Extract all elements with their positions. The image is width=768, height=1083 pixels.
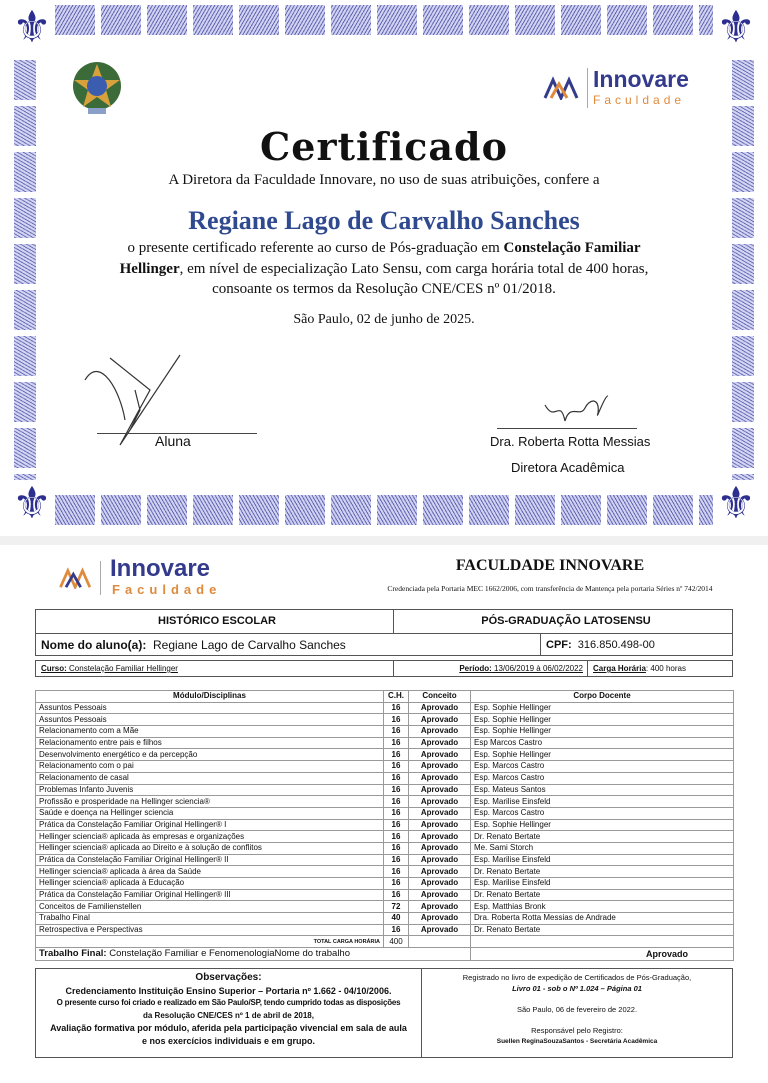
table-row [36,901,734,913]
module-hours: 16 [384,784,409,796]
innovare-logo: Innovare Faculdade [543,68,713,110]
table-header [36,691,734,703]
module-hours: 40 [384,913,409,925]
table-row [36,878,734,890]
module-grade: Aprovado [409,761,471,773]
grades-table [35,690,734,961]
column-teacher: Corpo Docente [471,691,734,703]
table-row [36,842,734,854]
module-hours: 16 [384,854,409,866]
accreditation: Credenciada pela Portaria MEC 1662/2006, com transferência de Mantença pela portaria Séries nº 742/2014 [387,584,713,593]
table-row [36,761,734,773]
module-teacher: Esp. Marcos Castro [471,772,734,784]
module-grade: Aprovado [409,819,471,831]
border-bottom [55,495,713,525]
student-header-box: HISTÓRICO ESCOLAR PÓS-GRADUAÇÃO LATOSENSU Nome do aluno(a): Regiane Lago de Carvalho Sanches CPF: 316.850.498-00 [35,609,733,656]
module-hours: 16 [384,702,409,714]
total-row: TOTAL CARGA HORÁRIA 400 [36,936,734,948]
module-name: Conceitos de Familienstellen [36,901,384,913]
module-teacher: Esp. Sophie Hellinger [471,819,734,831]
module-name: Assuntos Pessoais [36,702,384,714]
certificate-body: o presente certificado referente ao curso de Pós-graduação em Constelação Familiar [127,240,641,256]
module-name: Relacionamento entre pais e filhos [36,737,384,749]
module-grade: Aprovado [409,889,471,901]
table-row [36,714,734,726]
innovare-logo: Innovare Faculdade [58,557,228,599]
module-hours: 16 [384,819,409,831]
module-hours: 16 [384,866,409,878]
module-teacher: Dr. Renato Bertate [471,831,734,843]
final-work-row: Trabalho Final: Constelação Familiar e FenomenologiaNome do trabalho Aprovado [36,948,734,961]
certificate-date: São Paulo, 02 de junho de 2025. [293,312,475,327]
certificate-title: Certificado [260,124,508,169]
module-teacher: Esp. Marilise Einsfeld [471,854,734,866]
table-row [36,831,734,843]
table-row [36,854,734,866]
module-grade: Aprovado [409,807,471,819]
module-name: Problemas Infanto Juvenis [36,784,384,796]
observations: Observações: Credenciamento Instituição Ensino Superior – Portaria nº 1.662 - 04/10/2006. O presente curso foi criado e realizado em São Paulo/SP, tendo cumprido todas as disposições da Resolução CNE/CES nº 1 de abril de 2018, Avaliação formativa por módulo, aferida pela participação vivencial em sala de aula e nos exercícios individuais e em grupo. [50,972,407,1046]
module-hours: 16 [384,796,409,808]
column-hours: C.H. [384,691,409,703]
certificate-page: ⚜ ⚜ ⚜ ⚜ Innovare Faculdade Certificado A Diretora da Faculdade Innovare, no uso de suas atribuições, confere a Regiane Lago de Carvalho Sanches o presente certificado referente ao curso de Pós-graduação em Constelação Familiar Hellinger, em nível de especialização Lato Sensu, com carga horária total de 400 horas, consoante os termos da Resolução CNE/CES nº 01/2018. São Paulo, 02 de junho de 2025. Aluna Dra. Roberta Rotta Messias Diretora Acadêmica [0,0,768,536]
table-row [36,737,734,749]
module-name: Hellinger sciencia® aplicada às empresas e organizações [36,831,384,843]
module-grade: Aprovado [409,772,471,784]
module-grade: Aprovado [409,831,471,843]
table-row [36,749,734,761]
module-name: Retrospectiva e Perspectivas [36,924,384,936]
module-grade: Aprovado [409,737,471,749]
module-name: Hellinger sciencia® aplicada à área da Saúde [36,866,384,878]
module-grade: Aprovado [409,901,471,913]
module-grade: Aprovado [409,924,471,936]
student-name: Regiane Lago de Carvalho Sanches [188,206,580,235]
transcript-page [0,545,768,1083]
module-name: Saúde e doença na Hellinger sciencia [36,807,384,819]
module-teacher: Esp. Sophie Hellinger [471,749,734,761]
module-hours: 16 [384,807,409,819]
module-name: Prática da Constelação Familiar Original Hellinger® II [36,854,384,866]
course-box: Curso: Constelação Familiar Hellinger Período: 13/06/2019 à 06/02/2022 Carga Horária: 400 horas [35,660,733,677]
observations-box [35,968,733,1058]
module-teacher: Dra. Roberta Rotta Messias de Andrade [471,913,734,925]
module-name: Profissão e prosperidade na Hellinger sciencia® [36,796,384,808]
director-signature [540,393,610,428]
column-module: Módulo/Disciplinas [36,691,384,703]
module-hours: 72 [384,901,409,913]
table-row [36,819,734,831]
module-hours: 16 [384,737,409,749]
registration: Registrado no livro de expedição de Certificados de Pós-Graduação, Livro 01 - sob o Nº 1.024 – Página 01 São Paulo, 06 de fevereiro de 2022. Responsável pelo Registro: Suellen ReginaSouzaSantos - Secretária Acadêmica [462,973,692,1045]
table-row [36,889,734,901]
table-row [36,924,734,936]
module-hours: 16 [384,761,409,773]
module-grade: Aprovado [409,854,471,866]
module-grade: Aprovado [409,913,471,925]
module-hours: 16 [384,924,409,936]
module-name: Relacionamento com a Mãe [36,726,384,738]
table-row [36,807,734,819]
module-grade: Aprovado [409,796,471,808]
module-hours: 16 [384,842,409,854]
module-grade: Aprovado [409,842,471,854]
module-name: Hellinger sciencia® aplicada à Educação [36,878,384,890]
border-top [55,5,713,35]
fleur-de-lis-icon: ⚜ [716,2,756,53]
module-hours: 16 [384,772,409,784]
module-name: Hellinger sciencia® aplicada ao Direito e à solução de conflitos [36,842,384,854]
coat-of-arms-icon [66,58,128,120]
module-teacher: Me. Sami Storch [471,842,734,854]
module-name: Prática da Constelação Familiar Original Hellinger® III [36,889,384,901]
module-name: Assuntos Pessoais [36,714,384,726]
module-teacher: Esp. Marcos Castro [471,761,734,773]
module-teacher: Esp. Sophie Hellinger [471,726,734,738]
module-name: Relacionamento de casal [36,772,384,784]
module-teacher: Dr. Renato Bertate [471,924,734,936]
module-hours: 16 [384,714,409,726]
module-name: Prática da Constelação Familiar Original Hellinger® I [36,819,384,831]
fleur-de-lis-icon: ⚜ [716,478,756,529]
module-teacher: Dr. Renato Bertate [471,889,734,901]
module-grade: Aprovado [409,749,471,761]
table-row [36,913,734,925]
certificate-intro: A Diretora da Faculdade Innovare, no uso de suas atribuições, confere a [168,172,600,188]
module-grade: Aprovado [409,702,471,714]
module-teacher: Esp. Marilise Einsfeld [471,796,734,808]
table-row [36,796,734,808]
module-grade: Aprovado [409,784,471,796]
module-name: Trabalho Final [36,913,384,925]
module-teacher: Dr. Renato Bertate [471,866,734,878]
module-teacher: Esp. Sophie Hellinger [471,714,734,726]
fleur-de-lis-icon: ⚜ [12,2,52,53]
module-teacher: Esp. Marcos Castro [471,807,734,819]
table-row [36,772,734,784]
module-teacher: Esp. Matthias Bronk [471,901,734,913]
fleur-de-lis-icon: ⚜ [12,478,52,529]
module-teacher: Esp. Marilise Einsfeld [471,878,734,890]
module-hours: 16 [384,831,409,843]
column-grade: Conceito [409,691,471,703]
module-hours: 16 [384,878,409,890]
module-grade: Aprovado [409,726,471,738]
institution-name: FACULDADE INNOVARE [455,557,645,574]
table-row [36,784,734,796]
module-name: Relacionamento com o pai [36,761,384,773]
module-name: Desenvolvimento energético e da percepção [36,749,384,761]
module-teacher: Esp. Sophie Hellinger [471,702,734,714]
module-grade: Aprovado [409,878,471,890]
module-teacher: Esp Marcos Castro [471,737,734,749]
module-hours: 16 [384,749,409,761]
module-teacher: Esp. Mateus Santos [471,784,734,796]
table-row [36,726,734,738]
module-grade: Aprovado [409,714,471,726]
module-hours: 16 [384,889,409,901]
module-grade: Aprovado [409,866,471,878]
table-row [36,866,734,878]
module-hours: 16 [384,726,409,738]
table-row [36,702,734,714]
